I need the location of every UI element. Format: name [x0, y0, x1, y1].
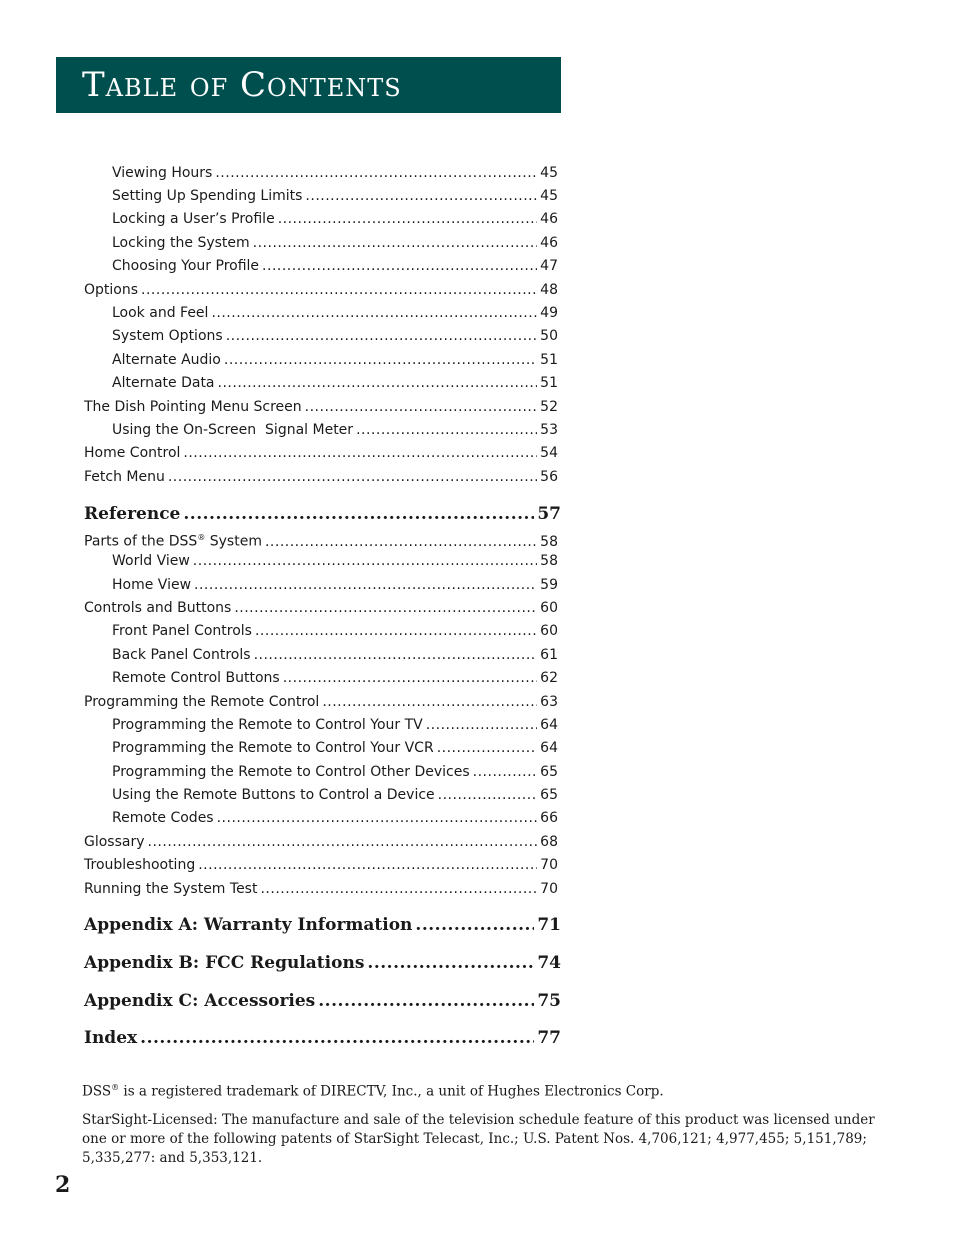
toc-entry-locking-system[interactable]: [112, 233, 558, 253]
toc-entry-label: Using the On-Screen Signal Meter: [112, 422, 354, 438]
page-title: Table of Contents: [56, 57, 561, 113]
toc-entry-troubleshooting[interactable]: [84, 855, 558, 875]
toc-leader-dots: [318, 989, 534, 1013]
toc-entry-remote-buttons[interactable]: [112, 668, 558, 688]
toc-section-appendix-a[interactable]: [84, 913, 561, 937]
toc-entry-label: Locking the System: [112, 235, 250, 251]
toc-entry-page: 56: [540, 469, 558, 485]
toc-leader-dots: [426, 715, 537, 735]
trademark-note: DSS® is a registered trademark of DIRECTV, Inc., a unit of Hughes Electronics Corp.: [82, 1083, 664, 1100]
toc-entry-page: 46: [540, 235, 558, 251]
toc-leader-dots: [254, 645, 538, 665]
toc-leader-dots: [262, 256, 537, 276]
toc-entry-label: Look and Feel: [112, 305, 209, 321]
toc-entry-label: Using the Remote Buttons to Control a Device: [112, 787, 435, 803]
toc-entry-page: 60: [540, 600, 558, 616]
toc-leader-dots: [305, 186, 537, 206]
toc-entry-page: 75: [537, 991, 561, 1011]
toc-leader-dots: [415, 913, 534, 937]
starsight-license-note: StarSight-Licensed: The manufacture and sale of the television schedule feature of this product was licensed under one or more of the following patents of StarSight Telecast, Inc.; U.S. Patent Nos. 4,706,121; 4,977,455; 5,151,789; 5,335,277: and 5,353,121.: [82, 1111, 875, 1166]
toc-entry-label: Programming the Remote to Control Your VCR: [112, 740, 434, 756]
toc-entry-label: System Options: [112, 328, 223, 344]
toc-entry-label: Appendix A: Warranty Information: [84, 915, 413, 935]
toc-entry-viewing-hours[interactable]: [112, 163, 558, 183]
toc-entry-page: 51: [540, 375, 558, 391]
toc-entry-label: Front Panel Controls: [112, 623, 252, 639]
toc-entry-label: The Dish Pointing Menu Screen: [84, 399, 302, 415]
toc-entry-label: Programming the Remote Control: [84, 694, 320, 710]
toc-leader-dots: [356, 420, 537, 440]
toc-entry-page: 66: [540, 810, 558, 826]
toc-leader-dots: [305, 397, 538, 417]
toc-entry-page: 45: [540, 165, 558, 181]
toc-leader-dots: [194, 575, 537, 595]
toc-entry-label: Home View: [112, 577, 192, 593]
toc-entry-page: 58: [540, 533, 558, 550]
toc-entry-label: Remote Codes: [112, 810, 214, 826]
toc-entry-page: 51: [540, 352, 558, 368]
toc-entry-remote-device[interactable]: [112, 785, 558, 805]
toc-entry-page: 65: [540, 764, 558, 780]
toc-entry-locking-profile[interactable]: [112, 209, 558, 229]
toc-entry-page: 47: [540, 258, 558, 274]
toc-entry-world-view[interactable]: [112, 551, 558, 571]
toc-section-appendix-c[interactable]: [84, 989, 561, 1013]
toc-leader-dots: [218, 373, 538, 393]
toc-entry-label: Index: [84, 1028, 138, 1048]
toc-entry-label: Setting Up Spending Limits: [112, 188, 303, 204]
toc-entry-label: Parts of the DSS® System: [84, 533, 262, 550]
toc-entry-page: 77: [537, 1028, 561, 1048]
toc-entry-options[interactable]: [84, 280, 558, 300]
toc-entry-front-panel[interactable]: [112, 621, 558, 641]
toc-entry-label: Options: [84, 282, 139, 298]
toc-entry-page: 48: [540, 282, 558, 298]
toc-section-index[interactable]: [84, 1026, 561, 1050]
toc-entry-label: Controls and Buttons: [84, 600, 232, 616]
toc-leader-dots: [367, 951, 534, 975]
toc-entry-page: 74: [537, 953, 561, 973]
toc-entry-page: 63: [540, 694, 558, 710]
toc-entry-page: 64: [540, 717, 558, 733]
toc-leader-dots: [193, 551, 537, 571]
toc-leader-dots: [215, 163, 537, 183]
toc-entry-page: 64: [540, 740, 558, 756]
toc-entry-page: 71: [537, 915, 561, 935]
toc-leader-dots: [255, 621, 537, 641]
toc-entry-remote-other[interactable]: [112, 762, 558, 782]
toc-entry-look-and-feel[interactable]: [112, 303, 558, 323]
toc-entry-label: Troubleshooting: [84, 857, 196, 873]
toc-leader-dots: [224, 350, 537, 370]
toc-leader-dots: [437, 738, 537, 758]
toc-entry-alternate-audio[interactable]: [112, 350, 558, 370]
toc-entry-label: Appendix B: FCC Regulations: [84, 953, 365, 973]
toc-entry-page: 54: [540, 445, 558, 461]
toc-entry-label: Remote Control Buttons: [112, 670, 280, 686]
toc-leader-dots: [283, 668, 537, 688]
toc-leader-dots: [234, 598, 537, 618]
registered-mark: ®: [111, 1083, 120, 1092]
toc-entry-page: 60: [540, 623, 558, 639]
toc-entry-page: 53: [540, 422, 558, 438]
toc-entry-remote-vcr[interactable]: [112, 738, 558, 758]
toc-leader-dots: [226, 326, 537, 346]
toc-entry-label: Viewing Hours: [112, 165, 213, 181]
toc-entry-label: Alternate Data: [112, 375, 215, 391]
toc-entry-label: Appendix C: Accessories: [84, 991, 316, 1011]
toc-entry-home-view[interactable]: [112, 575, 558, 595]
toc-leader-dots: [183, 443, 537, 463]
toc-entry-page: 46: [540, 211, 558, 227]
toc-entry-programming-remote[interactable]: [84, 692, 558, 712]
toc-entry-parts-of-dss[interactable]: [84, 528, 558, 552]
footnotes: [82, 1078, 902, 1177]
toc-entry-alternate-data[interactable]: [112, 373, 558, 393]
toc-leader-dots: [140, 1026, 534, 1050]
toc-leader-dots: [473, 762, 538, 782]
toc-entry-label: Glossary: [84, 834, 145, 850]
toc-leader-dots: [183, 502, 534, 526]
toc-entry-remote-tv[interactable]: [112, 715, 558, 735]
toc-entry-page: 45: [540, 188, 558, 204]
toc-leader-dots: [322, 692, 537, 712]
toc-entry-system-options[interactable]: [112, 326, 558, 346]
toc-entry-dish-pointing[interactable]: [84, 397, 558, 417]
toc-entry-page: 65: [540, 787, 558, 803]
toc-leader-dots: [217, 808, 538, 828]
toc-entry-label: Alternate Audio: [112, 352, 221, 368]
toc-entry-page: 62: [540, 670, 558, 686]
toc-entry-home-control[interactable]: [84, 443, 558, 463]
toc-entry-page: 57: [537, 504, 561, 524]
toc-entry-controls-buttons[interactable]: [84, 598, 558, 618]
toc-entry-label: Home Control: [84, 445, 181, 461]
toc-entry-page: 70: [540, 881, 558, 897]
toc-entry-page: 68: [540, 834, 558, 850]
toc-entry-page: 50: [540, 328, 558, 344]
toc-entry-page: 58: [540, 553, 558, 569]
toc-leader-dots: [168, 467, 537, 487]
toc-entry-label: Locking a User’s Profile: [112, 211, 275, 227]
toc-entry-back-panel[interactable]: [112, 645, 558, 665]
toc-entry-choosing-profile[interactable]: [112, 256, 558, 276]
toc-entry-remote-codes[interactable]: [112, 808, 558, 828]
registered-mark: ®: [197, 533, 206, 542]
toc-entry-label: Back Panel Controls: [112, 647, 251, 663]
toc-leader-dots: [438, 785, 538, 805]
page-number: 2: [55, 1172, 71, 1198]
toc-entry-label: Programming the Remote to Control Your TV: [112, 717, 423, 733]
toc-entry-page: 59: [540, 577, 558, 593]
toc-leader-dots: [148, 832, 538, 852]
toc-leader-dots: [260, 879, 537, 899]
toc-leader-dots: [198, 855, 537, 875]
toc-entry-label: Programming the Remote to Control Other Devices: [112, 764, 470, 780]
toc-entry-system-test[interactable]: [84, 879, 558, 899]
toc-entry-page: 52: [540, 399, 558, 415]
toc-entry-page: 61: [540, 647, 558, 663]
toc-leader-dots: [253, 233, 538, 253]
toc-entry-label: Reference: [84, 504, 181, 524]
toc-entry-page: 70: [540, 857, 558, 873]
toc-section-reference[interactable]: [84, 502, 561, 526]
toc-entry-signal-meter[interactable]: [112, 420, 558, 440]
toc-entry-spending-limits[interactable]: [112, 186, 558, 206]
toc-leader-dots: [278, 209, 537, 229]
toc-leader-dots: [141, 280, 537, 300]
toc-entry-label: Fetch Menu: [84, 469, 165, 485]
toc-section-appendix-b[interactable]: [84, 951, 561, 975]
toc-entry-page: 49: [540, 305, 558, 321]
toc-entry-glossary[interactable]: [84, 832, 558, 852]
toc-entry-label: World View: [112, 553, 190, 569]
toc-entry-label: Running the System Test: [84, 881, 258, 897]
toc-entry-label: Choosing Your Profile: [112, 258, 260, 274]
toc-leader-dots: [265, 532, 537, 552]
toc-entry-fetch-menu[interactable]: [84, 467, 558, 487]
toc-leader-dots: [211, 303, 537, 323]
